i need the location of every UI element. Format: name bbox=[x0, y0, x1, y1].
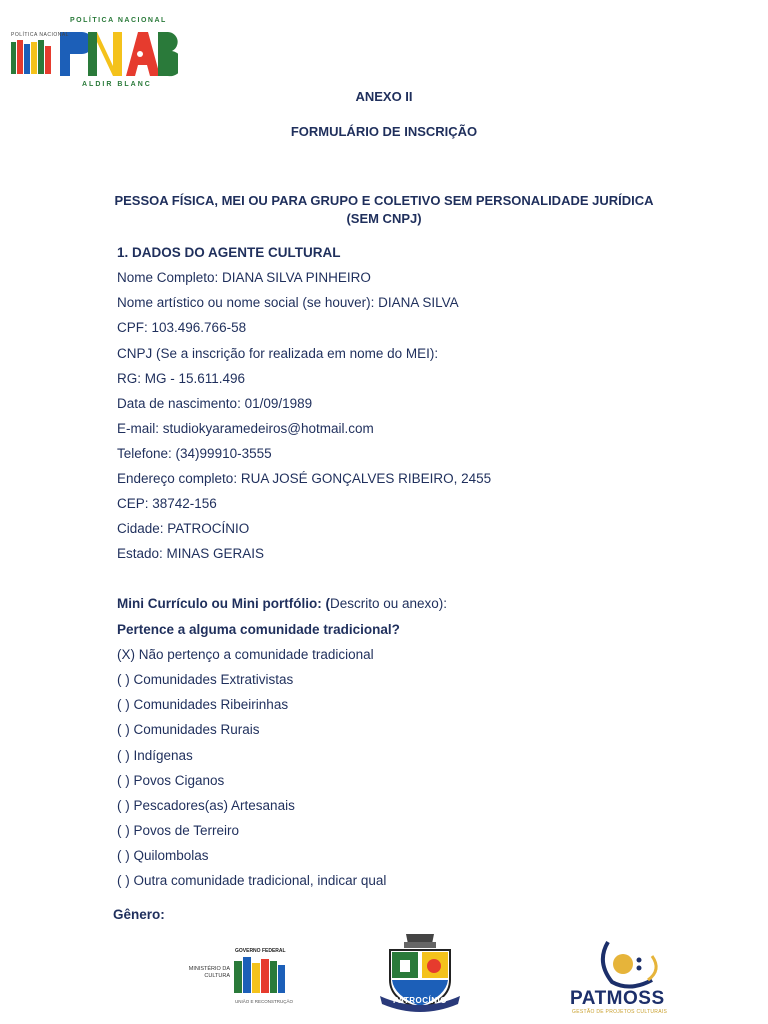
option-pescadores: ( ) Pescadores(as) Artesanais bbox=[117, 798, 295, 813]
section1-title: 1. DADOS DO AGENTE CULTURAL bbox=[117, 245, 341, 260]
option-ciganos: ( ) Povos Ciganos bbox=[117, 773, 225, 788]
annex-title: ANEXO II bbox=[355, 89, 413, 104]
field-estado: Estado: MINAS GERAIS bbox=[117, 546, 265, 561]
option-indigenas: ( ) Indígenas bbox=[117, 748, 193, 763]
pnab-logo bbox=[8, 14, 178, 92]
option-outra: ( ) Outra comunidade tradicional, indicar qual bbox=[117, 873, 387, 888]
ministerio-cultura-logo bbox=[188, 944, 298, 1008]
field-data-nascimento: Data de nascimento: 01/09/1989 bbox=[117, 396, 313, 411]
patmoss-text: PATMOSS bbox=[570, 988, 665, 1009]
option-nao-pertenco: (X) Não pertenço a comunidade tradicional bbox=[117, 647, 374, 662]
field-cnpj: CNPJ (Se a inscrição for realizada em nome do MEI): bbox=[117, 346, 439, 361]
genero-label: Gênero: bbox=[113, 907, 165, 922]
form-title: FORMULÁRIO DE INSCRIÇÃO bbox=[290, 124, 478, 139]
pnab-small-text: POLÍTICA NACIONAL bbox=[11, 32, 69, 38]
option-extrativistas: ( ) Comunidades Extrativistas bbox=[117, 672, 294, 687]
patrocinio-text: PATROCÍNIO bbox=[392, 996, 448, 1005]
subtitle-line1: PESSOA FÍSICA, MEI OU PARA GRUPO E COLETIVO SEM PERSONALIDADE JURÍDICA bbox=[114, 193, 654, 208]
ministerio-text: MINISTÉRIO DA CULTURA bbox=[188, 966, 230, 979]
option-rurais: ( ) Comunidades Rurais bbox=[117, 722, 260, 737]
mini-curriculo-label: Mini Currículo ou Mini portfólio: ( bbox=[117, 596, 330, 611]
field-endereco: Endereço completo: RUA JOSÉ GONÇALVES RIBEIRO, 2455 bbox=[117, 471, 492, 486]
governo-text: GOVERNO FEDERAL bbox=[235, 948, 286, 954]
mini-curriculo-rest: Descrito ou anexo): bbox=[329, 596, 448, 611]
uniao-text: UNIÃO E RECONSTRUÇÃO bbox=[235, 999, 294, 1004]
field-email: E-mail: studiokyaramedeiros@hotmail.com bbox=[117, 421, 374, 436]
patmoss-sub: GESTÃO DE PROJETOS CULTURAIS bbox=[572, 1009, 668, 1015]
patrocinio-brasao bbox=[376, 930, 464, 1018]
pnab-politica-text: POLÍTICA NACIONAL bbox=[70, 17, 167, 24]
option-ribeirinhas: ( ) Comunidades Ribeirinhas bbox=[117, 697, 289, 712]
patmoss-logo bbox=[568, 938, 694, 1018]
field-nome-completo: Nome Completo: DIANA SILVA PINHEIRO bbox=[117, 270, 371, 285]
comunidade-question: Pertence a alguma comunidade tradicional? bbox=[117, 622, 400, 637]
mini-curriculo-line bbox=[117, 596, 447, 611]
subtitle-line2: (SEM CNPJ) bbox=[346, 211, 422, 226]
option-terreiro: ( ) Povos de Terreiro bbox=[117, 823, 240, 838]
option-quilombolas: ( ) Quilombolas bbox=[117, 848, 209, 863]
field-cidade: Cidade: PATROCÍNIO bbox=[117, 521, 250, 536]
brasil-graphic bbox=[234, 957, 286, 997]
field-rg: RG: MG - 15.611.496 bbox=[117, 371, 246, 386]
field-telefone: Telefone: (34)99910-3555 bbox=[117, 446, 272, 461]
pnab-aldir-text: ALDIR BLANC bbox=[82, 81, 152, 88]
field-nome-artistico: Nome artístico ou nome social (se houver): DIANA SILVA bbox=[117, 295, 459, 310]
field-cep: CEP: 38742-156 bbox=[117, 496, 217, 511]
field-cpf: CPF: 103.496.766-58 bbox=[117, 320, 247, 335]
patmoss-graphic bbox=[568, 938, 694, 990]
